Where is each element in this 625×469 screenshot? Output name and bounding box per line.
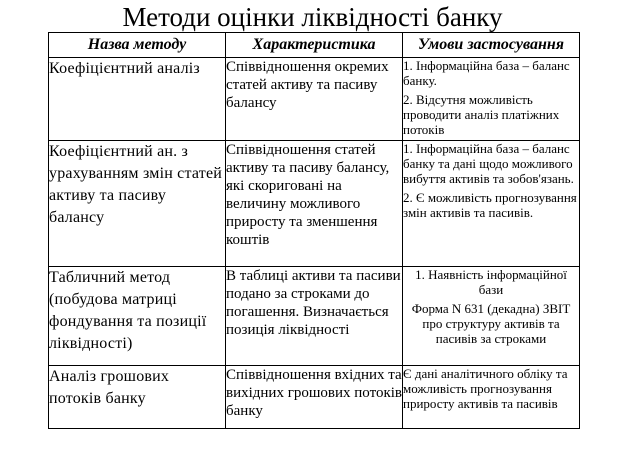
table-row	[49, 267, 580, 366]
column-header-characteristic: Характеристика	[226, 33, 403, 58]
conditions-cell	[403, 58, 580, 141]
condition-item: 2. Є можливість прогнозування змін активів та пасивів.	[403, 190, 577, 220]
characteristic-cell: Співвідношення статей активу та пасиву балансу, які скориговані на величину можливого приросту та зменшення коштів	[226, 141, 403, 267]
characteristic-cell: В таблиці активи та пасиви подано за строками до погашення. Визначається позиція ліквідності	[226, 267, 403, 366]
method-name-cell: Аналіз грошових потоків банку	[49, 366, 226, 429]
page-title: Методи оцінки ліквідності банку	[122, 2, 503, 32]
method-name-cell: Коефіцієнтний ан. з урахуванням змін статей активу та пасиву балансу	[49, 141, 226, 267]
condition-item: 1. Інформаційна база – баланс банку.	[403, 58, 570, 88]
condition-item: 2. Відсутня можливість проводити аналіз платіжних потоків	[403, 92, 560, 137]
methods-table	[48, 32, 580, 429]
condition-item: 1. Наявність інформаційної бази	[415, 267, 567, 297]
table-header-row	[49, 33, 580, 58]
characteristic-cell: Співвідношення окремих статей активу та пасиву балансу	[226, 58, 403, 141]
table-row	[49, 366, 580, 429]
method-name-cell: Коефіцієнтний аналіз	[49, 58, 226, 141]
conditions-cell	[403, 366, 580, 429]
conditions-cell	[403, 141, 580, 267]
method-name-cell: Табличний метод (побудова матриці фондування та позиції ліквідності)	[49, 267, 226, 366]
column-header-method-name: Назва методу	[49, 33, 226, 58]
conditions-cell	[403, 267, 580, 366]
table-row	[49, 58, 580, 141]
characteristic-cell: Співвідношення вхідних та вихідних грошових потоків банку	[226, 366, 403, 429]
column-header-conditions: Умови застосування	[403, 33, 580, 58]
condition-item: Форма N 631 (декадна) ЗВІТ про структуру активів та пасивів за строками	[411, 301, 571, 346]
condition-item: 1. Інформаційна база – баланс банку та дані щодо можливого вибуття активів та зобов'язань.	[403, 141, 574, 186]
condition-item: Є дані аналітичного обліку та можливість прогнозування приросту активів та пасивів	[403, 366, 568, 411]
table-row	[49, 141, 580, 267]
